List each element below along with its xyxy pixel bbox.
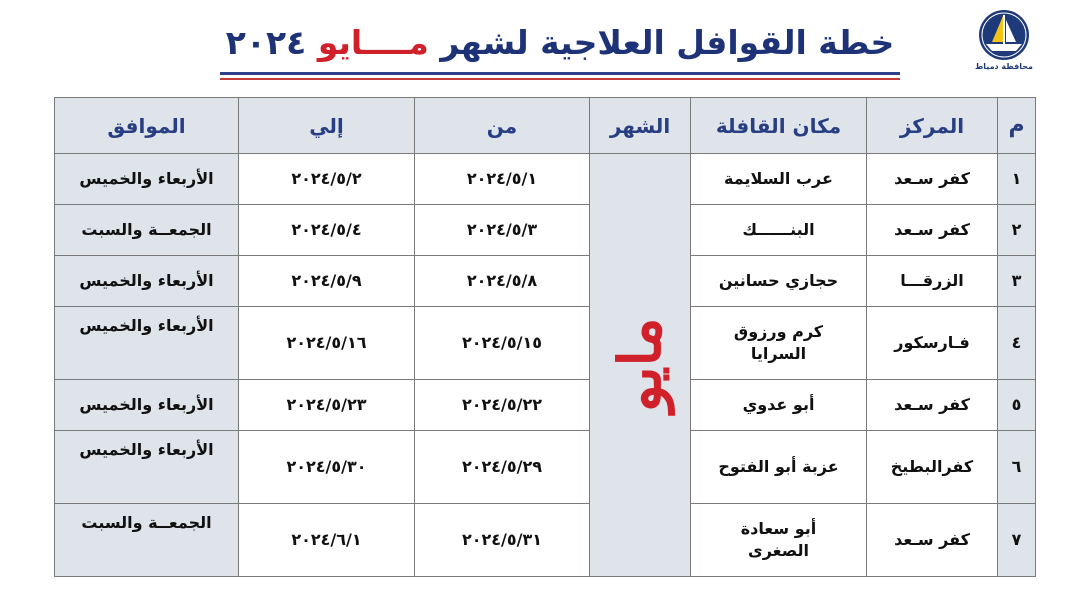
row-day: الأربعاء والخميس <box>55 256 239 307</box>
row-index: ١ <box>998 154 1036 205</box>
row-day: الأربعاء والخميس <box>55 380 239 431</box>
table-row <box>55 380 1036 431</box>
table-row <box>55 256 1036 307</box>
row-center: كفر سـعد <box>867 380 998 431</box>
table-row <box>55 504 1036 577</box>
col-header-month: الشهر <box>590 98 691 154</box>
row-index: ٤ <box>998 307 1036 380</box>
row-to-date: ٢٠٢٤/٥/١٦ <box>239 307 415 380</box>
title-underline-blue <box>220 72 900 75</box>
title-year: ٢٠٢٤ <box>225 23 307 62</box>
row-index: ٢ <box>998 205 1036 256</box>
row-day: الجمعــة والسبت <box>55 504 239 577</box>
row-from-date: ٢٠٢٤/٥/١ <box>415 154 590 205</box>
row-place: عزبة أبو الفتوح <box>691 431 867 504</box>
table-row <box>55 205 1036 256</box>
table-row <box>55 307 1036 380</box>
table-row <box>55 154 1036 205</box>
table-header-row <box>55 98 1036 154</box>
row-from-date: ٢٠٢٤/٥/٢٩ <box>415 431 590 504</box>
row-center: كفر سـعد <box>867 205 998 256</box>
col-header-center: المركز <box>867 98 998 154</box>
month-cell <box>590 154 691 577</box>
row-index: ٧ <box>998 504 1036 577</box>
row-from-date: ٢٠٢٤/٥/٨ <box>415 256 590 307</box>
row-from-date: ٢٠٢٤/٥/١٥ <box>415 307 590 380</box>
col-header-day: الموافق <box>55 98 239 154</box>
row-from-date: ٢٠٢٤/٥/٣١ <box>415 504 590 577</box>
row-index: ٥ <box>998 380 1036 431</box>
col-header-from: من <box>415 98 590 154</box>
row-from-date: ٢٠٢٤/٥/٣ <box>415 205 590 256</box>
table-row <box>55 431 1036 504</box>
page-title <box>220 20 900 66</box>
row-day: الأربعاء والخميس <box>55 154 239 205</box>
row-place: أبو سعادة الصغرى <box>691 504 867 577</box>
row-to-date: ٢٠٢٤/٥/٢٣ <box>239 380 415 431</box>
caravan-plan-table <box>54 97 1036 577</box>
row-place: عرب السلايمة <box>691 154 867 205</box>
row-day: الأربعاء والخميس <box>55 307 239 380</box>
row-to-date: ٢٠٢٤/٥/٤ <box>239 205 415 256</box>
row-to-date: ٢٠٢٤/٥/٩ <box>239 256 415 307</box>
row-center: كفر سـعد <box>867 504 998 577</box>
row-index: ٣ <box>998 256 1036 307</box>
row-place: البنــــــك <box>691 205 867 256</box>
col-header-to: إلي <box>239 98 415 154</box>
row-place: كرم ورزوق السرايا <box>691 307 867 380</box>
row-to-date: ٢٠٢٤/٥/٣٠ <box>239 431 415 504</box>
row-day: الأربعاء والخميس <box>55 431 239 504</box>
row-to-date: ٢٠٢٤/٦/١ <box>239 504 415 577</box>
month-vertical-label: مايو <box>606 317 674 413</box>
row-center: كفرالبطيخ <box>867 431 998 504</box>
row-day: الجمعــة والسبت <box>55 205 239 256</box>
title-month: مــــايو <box>317 23 429 62</box>
title-underline-red <box>220 78 900 80</box>
logo-caption: محافظة دمياط <box>974 62 1034 71</box>
title-block <box>220 20 900 80</box>
title-prefix: خطة القوافل العلاجية لشهر <box>440 23 895 62</box>
row-place: أبو عدوي <box>691 380 867 431</box>
col-header-place: مكان القافلة <box>691 98 867 154</box>
row-to-date: ٢٠٢٤/٥/٢ <box>239 154 415 205</box>
row-center: فـارسكور <box>867 307 998 380</box>
row-from-date: ٢٠٢٤/٥/٢٢ <box>415 380 590 431</box>
row-place: حجازي حسانين <box>691 256 867 307</box>
col-header-index: م <box>998 98 1036 154</box>
row-center: الزرقـــا <box>867 256 998 307</box>
row-center: كفر سـعد <box>867 154 998 205</box>
row-index: ٦ <box>998 431 1036 504</box>
